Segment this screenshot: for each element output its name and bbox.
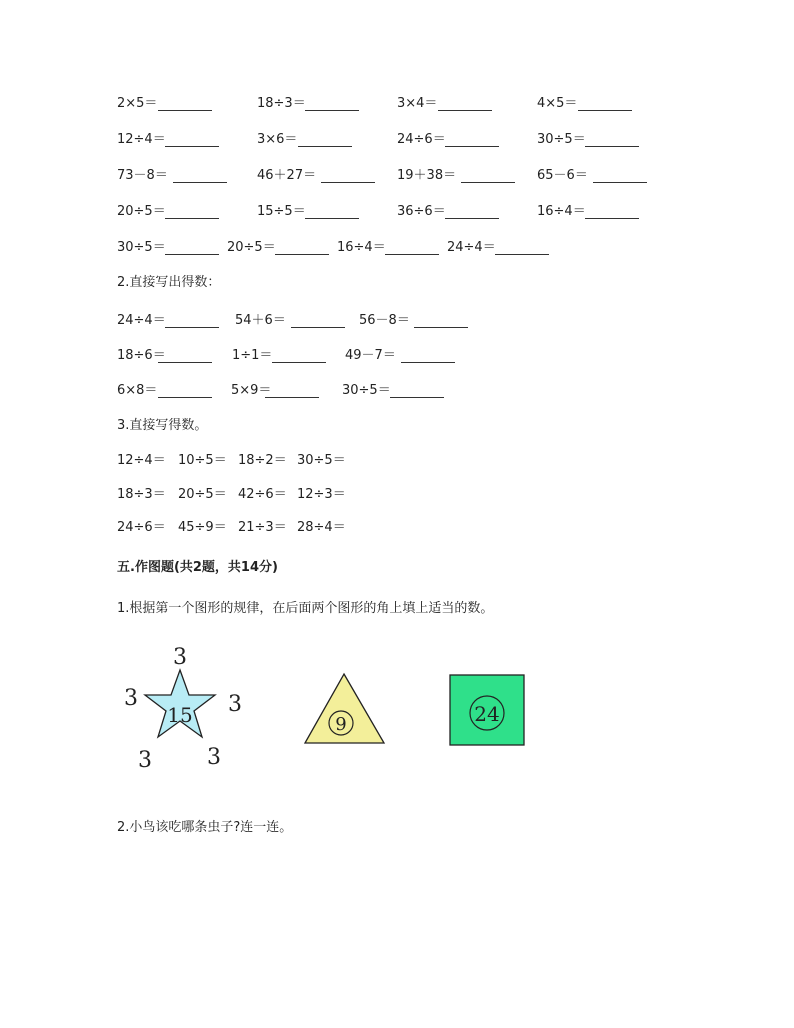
equation: 36÷6＝ [397, 204, 446, 219]
answer-blank[interactable] [578, 98, 632, 111]
equation: 19＋38＝ [397, 168, 457, 183]
answer-blank[interactable] [265, 385, 319, 398]
answer-blank[interactable] [298, 134, 352, 147]
answer-blank[interactable] [291, 315, 345, 328]
answer-blank[interactable] [438, 98, 492, 111]
equation: 18÷2＝ [238, 453, 287, 468]
star-center-number: 15 [167, 703, 193, 727]
answer-blank[interactable] [401, 350, 455, 363]
equation: 5×9＝ [231, 383, 272, 398]
answer-blank[interactable] [385, 242, 439, 255]
equation: 24÷4＝ [447, 240, 496, 255]
answer-blank[interactable] [173, 170, 227, 183]
equation: 54＋6＝ [235, 313, 286, 328]
equation: 18÷6＝ [117, 348, 166, 363]
answer-blank[interactable] [165, 134, 219, 147]
equation: 21÷3＝ [238, 520, 287, 535]
equation: 12÷4＝ [117, 132, 166, 147]
triangle-center-number: 9 [335, 714, 347, 735]
equation: 30÷5＝ [342, 383, 391, 398]
answer-blank[interactable] [321, 170, 375, 183]
triangle-figure [300, 670, 390, 750]
equation: 56－8＝ [359, 313, 410, 328]
equation: 4×5＝ [537, 96, 578, 111]
equation: 65－6＝ [537, 168, 588, 183]
answer-blank[interactable] [585, 134, 639, 147]
star-corner-bottom-left: 3 [138, 748, 152, 772]
answer-blank[interactable] [414, 315, 468, 328]
equation: 73－8＝ [117, 168, 168, 183]
answer-blank[interactable] [158, 98, 212, 111]
equation: 30÷5＝ [297, 453, 346, 468]
equation: 20÷5＝ [178, 487, 227, 502]
answer-blank[interactable] [585, 206, 639, 219]
answer-blank[interactable] [390, 385, 444, 398]
star-corner-top: 3 [173, 645, 187, 670]
equation: 30÷5＝ [117, 240, 166, 255]
star-corner-bottom-right: 3 [207, 745, 221, 770]
equation: 12÷4＝ [117, 453, 166, 468]
equation: 1÷1＝ [232, 348, 273, 363]
answer-blank[interactable] [305, 98, 359, 111]
equation: 2×5＝ [117, 96, 158, 111]
answer-blank[interactable] [165, 206, 219, 219]
equation: 20÷5＝ [117, 204, 166, 219]
equation: 49－7＝ [345, 348, 396, 363]
equation: 18÷3＝ [257, 96, 306, 111]
equation: 28÷4＝ [297, 520, 346, 535]
answer-blank[interactable] [272, 350, 326, 363]
answer-blank[interactable] [165, 315, 219, 328]
equation: 30÷5＝ [537, 132, 586, 147]
equation: 45÷9＝ [178, 520, 227, 535]
equation: 6×8＝ [117, 383, 158, 398]
equation: 3×4＝ [397, 96, 438, 111]
equation: 24÷4＝ [117, 313, 166, 328]
answer-blank[interactable] [445, 206, 499, 219]
equation: 15÷5＝ [257, 204, 306, 219]
equation: 24÷6＝ [117, 520, 166, 535]
equation: 16÷4＝ [537, 204, 586, 219]
equation: 12÷3＝ [297, 487, 346, 502]
section-5-heading: 五.作图题(共2题，共14分) [117, 560, 278, 575]
equation: 42÷6＝ [238, 487, 287, 502]
equation: 3×6＝ [257, 132, 298, 147]
answer-blank[interactable] [158, 350, 212, 363]
section-5-question-2: 2.小鸟该吃哪条虫子?连一连。 [117, 820, 293, 835]
square-figure [448, 673, 528, 749]
equation: 20÷5＝ [227, 240, 276, 255]
equation: 10÷5＝ [178, 453, 227, 468]
question-3-title: 3.直接写得数。 [117, 418, 208, 433]
answer-blank[interactable] [445, 134, 499, 147]
equation: 18÷3＝ [117, 487, 166, 502]
answer-blank[interactable] [275, 242, 329, 255]
question-2-title: 2.直接写出得数： [117, 275, 221, 290]
answer-blank[interactable] [461, 170, 515, 183]
star-corner-right: 3 [228, 692, 242, 717]
section-5-question-1: 1.根据第一个图形的规律，在后面两个图形的角上填上适当的数。 [117, 601, 494, 616]
star-corner-left: 3 [124, 686, 138, 711]
equation: 24÷6＝ [397, 132, 446, 147]
answer-blank[interactable] [495, 242, 549, 255]
answer-blank[interactable] [158, 385, 212, 398]
answer-blank[interactable] [593, 170, 647, 183]
square-center-number: 24 [474, 702, 500, 726]
equation: 46＋27＝ [257, 168, 317, 183]
equation: 16÷4＝ [337, 240, 386, 255]
answer-blank[interactable] [165, 242, 219, 255]
star-figure [118, 642, 248, 772]
answer-blank[interactable] [305, 206, 359, 219]
